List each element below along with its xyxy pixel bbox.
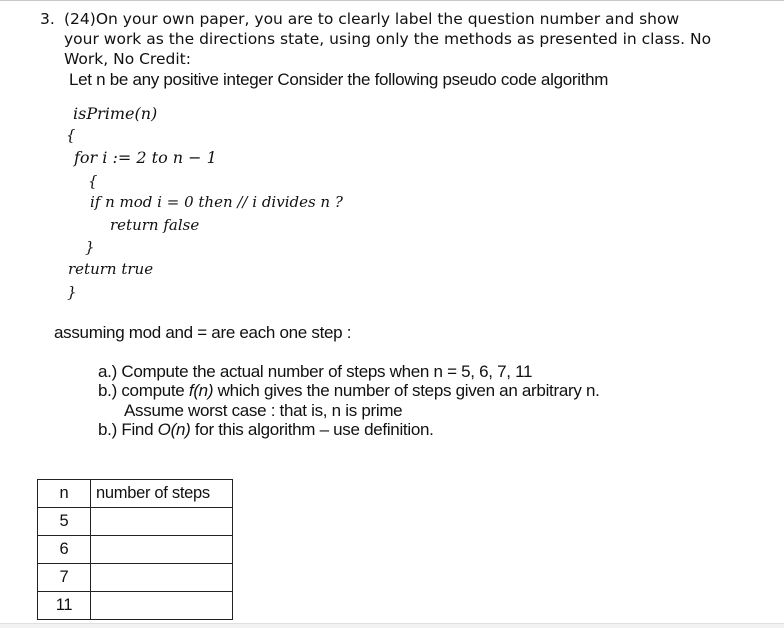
part-a: a.) Compute the actual number of steps when n = 5, 6, 7, 11 (98, 362, 533, 381)
table-row (38, 564, 233, 592)
part-b-prefix: b.) compute (98, 381, 189, 400)
question-line-3: Work, No Credit: (64, 50, 191, 68)
cell-n: 11 (38, 592, 91, 620)
cell-n: 7 (38, 564, 91, 592)
code-for-line: for i := 2 to n − 1 (74, 148, 217, 167)
question-line-2: your work as the directions state, using only the methods as presented in class. No (64, 30, 712, 48)
assumption-text: assuming mod and = are each one step : (54, 323, 352, 342)
cell-steps[interactable] (91, 508, 233, 536)
code-return-false: return false (110, 216, 200, 234)
cell-steps[interactable] (91, 536, 233, 564)
part-c-suffix: for this algorithm – use definition. (190, 420, 434, 439)
table-row (38, 536, 233, 564)
code-return-true: return true (68, 260, 154, 278)
code-open-brace: { (66, 126, 76, 144)
code-inner-open-brace: { (88, 172, 98, 190)
cell-steps[interactable] (91, 592, 233, 620)
table-row (38, 592, 233, 620)
part-b-function: f(n) (188, 381, 214, 400)
part-c-function: O(n) (157, 420, 191, 439)
bottom-border (0, 623, 784, 628)
cell-n: 5 (38, 508, 91, 536)
table-header-row (38, 480, 233, 508)
steps-table (37, 479, 233, 620)
question-line-1: (24)On your own paper, you are to clearly label the question number and show (64, 10, 680, 28)
cell-steps[interactable] (91, 564, 233, 592)
intro-text: Let n be any positive integer Consider the following pseudo code algorithm (69, 70, 609, 89)
part-c-prefix: b.) Find (98, 420, 158, 439)
table-row (38, 508, 233, 536)
part-b-suffix: which gives the number of steps given an arbitrary n. (213, 381, 600, 400)
cell-n: 6 (38, 536, 91, 564)
question-text (40, 9, 760, 69)
part-b-continuation: Assume worst case : that is, n is prime (124, 401, 403, 420)
question-number: 3. (40, 10, 55, 28)
part-b (98, 381, 600, 401)
header-n: n (38, 480, 91, 508)
header-number-of-steps: number of steps (91, 480, 233, 508)
code-signature: isPrime(n) (73, 104, 158, 123)
top-border (0, 0, 784, 1)
code-inner-close-brace: } (85, 238, 95, 256)
code-if-line: if n mod i = 0 then // i divides n ? (90, 193, 343, 211)
part-c (98, 420, 434, 440)
code-close-brace: } (67, 283, 77, 301)
